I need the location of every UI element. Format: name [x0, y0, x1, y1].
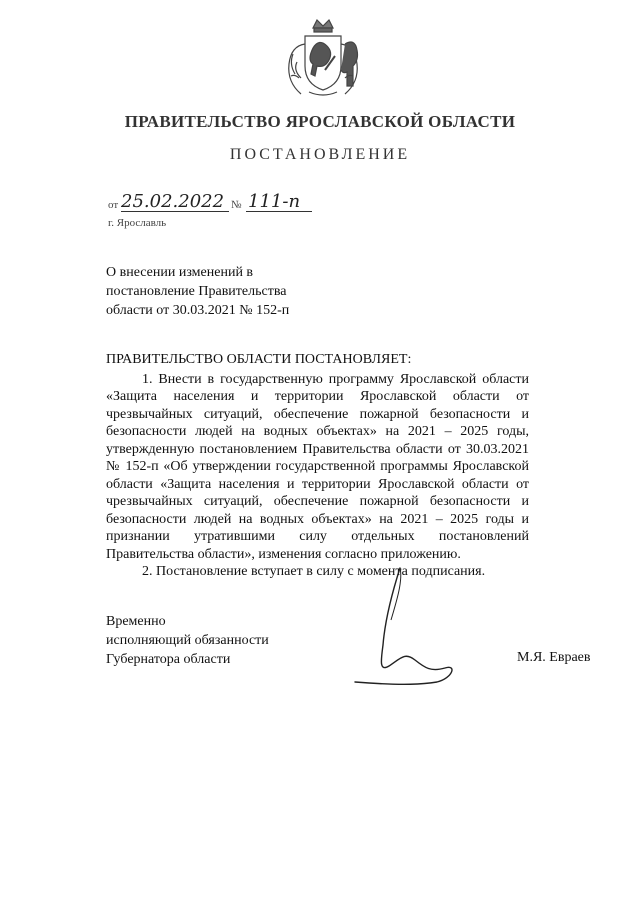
decree-body	[106, 351, 529, 581]
handwritten-signature	[345, 560, 505, 690]
date-number-line	[108, 193, 328, 215]
number-underline	[246, 211, 312, 212]
handwritten-number: 111-п	[248, 191, 301, 212]
coat-of-arms-emblem	[283, 14, 363, 104]
paragraph-2: 2. Постановление вступает в силу с момента подписания.	[142, 564, 486, 579]
city-label: г. Ярославль	[108, 217, 167, 229]
subject-line: О внесении изменений в	[106, 265, 254, 280]
handwritten-date: 25.02.2022	[121, 191, 225, 212]
position-line: Временно	[106, 614, 166, 629]
subject-line: постановление Правительства	[106, 284, 287, 299]
date-prefix: от	[108, 199, 119, 211]
signatory-position	[106, 612, 269, 669]
paragraph-1: 1. Внести в государственную программу Ярославской области «Защита населения и территории Ярославской области от чрезвычайных ситуаций, обеспечение пожарной безопасности и безопасности людей на водных объектах» на 2021 – 2025 годы, утвержденную постановлением Правительства области от 30.03.2021 № 152-п «Об утверждении государственной программы Ярославской области «Защита населения и территории Ярославской области от чрезвычайных ситуаций, обеспечение пожарной безопасности и безопасности людей на водных объектах» на 2021 – 2025 годы и признании утратившими силу отдельных постановлений Правительства области», изменения согласно приложению.	[106, 371, 529, 562]
document-type-title: ПОСТАНОВЛЕНИЕ	[229, 146, 411, 163]
position-line: Губернатора области	[106, 652, 231, 667]
subject-line: области от 30.03.2021 № 152-п	[106, 303, 290, 318]
position-line: исполняющий обязанности	[106, 633, 269, 648]
decree-heading: ПРАВИТЕЛЬСТВО ОБЛАСТИ ПОСТАНОВЛЯЕТ:	[106, 352, 412, 367]
government-title: ПРАВИТЕЛЬСТВО ЯРОСЛАВСКОЙ ОБЛАСТИ	[124, 112, 516, 131]
number-prefix: №	[231, 199, 242, 211]
signatory-name: М.Я. Евраев	[517, 650, 591, 665]
date-underline	[121, 211, 229, 212]
subject-block	[106, 263, 366, 320]
